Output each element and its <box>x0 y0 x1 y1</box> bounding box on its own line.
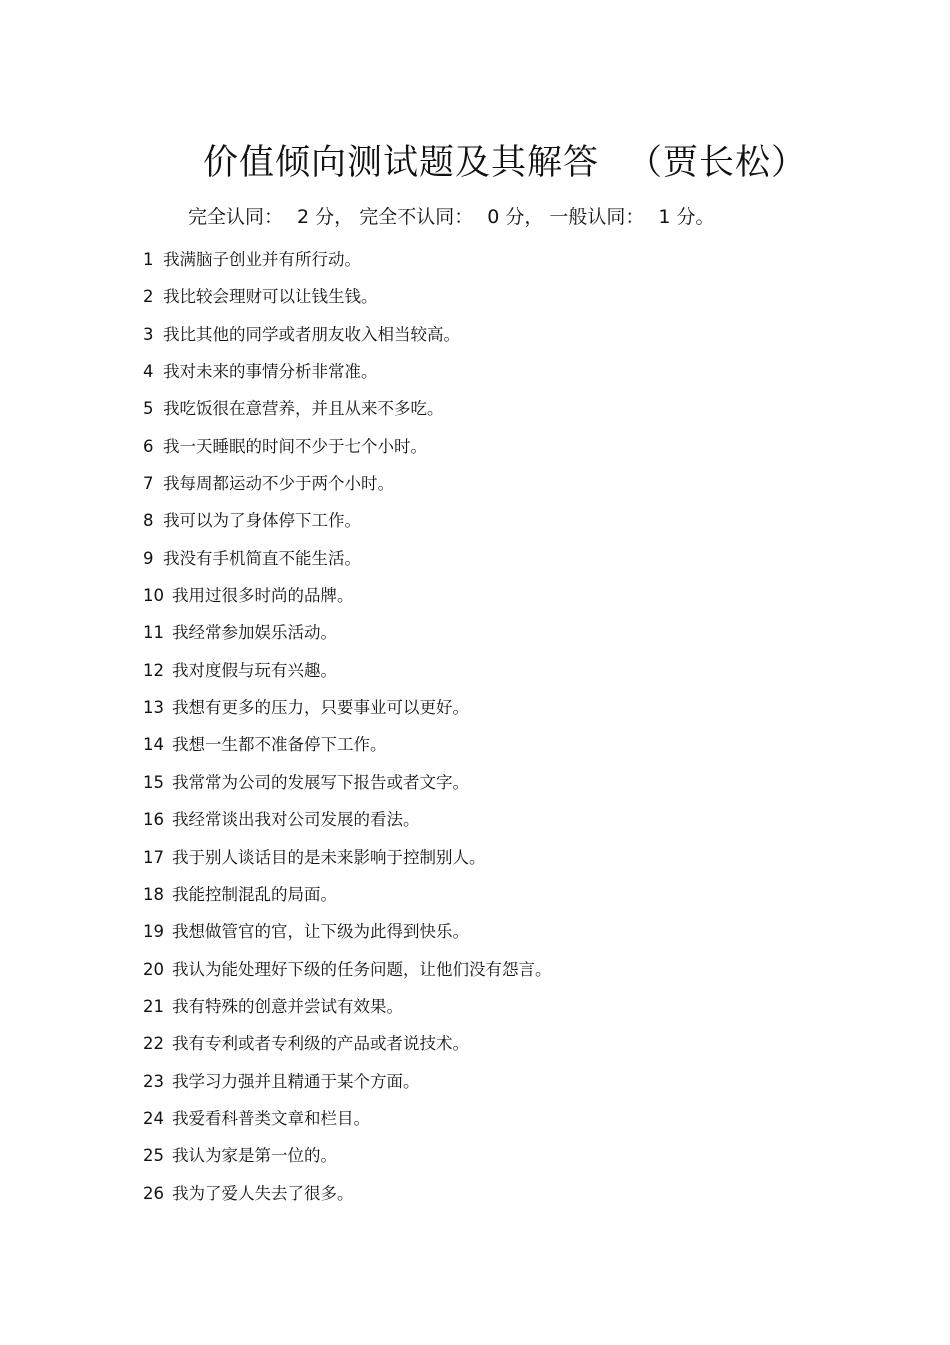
question-text: 我常常为公司的发展写下报告或者文字。 <box>172 772 469 792</box>
question-item <box>143 1142 552 1179</box>
question-text: 我经常参加娱乐活动。 <box>172 623 337 643</box>
question-number: 13 <box>143 698 164 718</box>
question-item <box>143 1180 552 1217</box>
question-text: 我认为能处理好下级的任务问题，让他们没有怨言。 <box>172 959 552 979</box>
question-text: 我能控制混乱的局面。 <box>172 884 337 904</box>
question-number: 25 <box>143 1146 164 1166</box>
question-item <box>143 470 552 507</box>
question-number: 11 <box>143 623 164 643</box>
question-item <box>143 694 552 731</box>
question-number: 3 <box>143 324 154 344</box>
question-item <box>143 545 552 582</box>
question-number: 2 <box>143 287 154 307</box>
question-number: 6 <box>143 436 154 456</box>
question-item <box>143 918 552 955</box>
question-text: 我对度假与玩有兴趣。 <box>172 660 337 680</box>
question-text: 我想有更多的压力，只要事业可以更好。 <box>172 698 469 718</box>
question-item <box>143 956 552 993</box>
question-text: 我经常谈出我对公司发展的看法。 <box>172 810 420 830</box>
question-item <box>143 769 552 806</box>
question-number: 23 <box>143 1071 164 1091</box>
full-agree-score: 2 分， <box>297 206 354 228</box>
question-item <box>143 433 552 470</box>
question-item <box>143 844 552 881</box>
question-item <box>143 731 552 768</box>
question-text: 我比其他的同学或者朋友收入相当较高。 <box>163 324 460 344</box>
question-text: 我学习力强并且精通于某个方面。 <box>172 1071 420 1091</box>
question-number: 22 <box>143 1034 164 1054</box>
question-number: 20 <box>143 959 164 979</box>
question-item <box>143 358 552 395</box>
question-text: 我想做管官的官，让下级为此得到快乐。 <box>172 922 469 942</box>
question-item <box>143 507 552 544</box>
question-item <box>143 993 552 1030</box>
general-agree-label: 一般认同： <box>549 206 645 228</box>
question-list <box>143 246 552 1217</box>
question-item <box>143 246 552 283</box>
question-number: 18 <box>143 884 164 904</box>
question-text: 我认为家是第一位的。 <box>172 1146 337 1166</box>
question-item <box>143 881 552 918</box>
question-text: 我没有手机简直不能生活。 <box>163 548 361 568</box>
full-disagree-label: 完全不认同： <box>359 206 474 228</box>
question-text: 我可以为了身体停下工作。 <box>163 511 361 531</box>
question-number: 8 <box>143 511 154 531</box>
title-author: （贾长松） <box>627 143 808 183</box>
question-number: 19 <box>143 922 164 942</box>
full-agree-label: 完全认同： <box>188 206 284 228</box>
question-text: 我用过很多时尚的品牌。 <box>172 586 354 606</box>
title-text: 价值倾向测试题及其解答 <box>202 143 599 183</box>
question-number: 1 <box>143 250 154 269</box>
question-number: 12 <box>143 660 164 680</box>
scoring-rules <box>188 203 715 231</box>
question-text: 我比较会理财可以让钱生钱。 <box>163 287 378 307</box>
question-number: 21 <box>143 996 164 1016</box>
question-text: 我为了爱人失去了很多。 <box>172 1183 354 1203</box>
question-item <box>143 1030 552 1067</box>
question-item <box>143 657 552 694</box>
question-text: 我满脑子创业并有所行动。 <box>163 250 361 269</box>
question-number: 26 <box>143 1183 164 1203</box>
document-title <box>0 140 950 186</box>
question-item <box>143 1105 552 1142</box>
question-item <box>143 283 552 320</box>
question-item <box>143 582 552 619</box>
question-number: 5 <box>143 399 154 419</box>
question-number: 14 <box>143 735 164 755</box>
question-number: 17 <box>143 847 164 867</box>
question-item <box>143 321 552 358</box>
question-item <box>143 619 552 656</box>
question-text: 我一天睡眠的时间不少于七个小时。 <box>163 436 427 456</box>
question-number: 15 <box>143 772 164 792</box>
question-text: 我有专利或者专利级的产品或者说技术。 <box>172 1034 469 1054</box>
question-number: 16 <box>143 810 164 830</box>
question-number: 7 <box>143 474 154 494</box>
question-number: 4 <box>143 362 154 382</box>
question-item <box>143 1068 552 1105</box>
question-number: 10 <box>143 586 164 606</box>
question-text: 我吃饭很在意营养，并且从来不多吃。 <box>163 399 444 419</box>
general-agree-score: 1 分。 <box>658 206 715 228</box>
question-text: 我有特殊的创意并尝试有效果。 <box>172 996 403 1016</box>
question-item <box>143 806 552 843</box>
question-number: 9 <box>143 548 154 568</box>
question-text: 我爱看科普类文章和栏目。 <box>172 1108 370 1128</box>
full-disagree-score: 0 分， <box>487 206 544 228</box>
question-text: 我想一生都不准备停下工作。 <box>172 735 387 755</box>
question-text: 我于别人谈话目的是未来影响于控制别人。 <box>172 847 486 867</box>
question-item <box>143 395 552 432</box>
question-text: 我每周都运动不少于两个小时。 <box>163 474 394 494</box>
question-number: 24 <box>143 1108 164 1128</box>
question-text: 我对未来的事情分析非常准。 <box>163 362 378 382</box>
